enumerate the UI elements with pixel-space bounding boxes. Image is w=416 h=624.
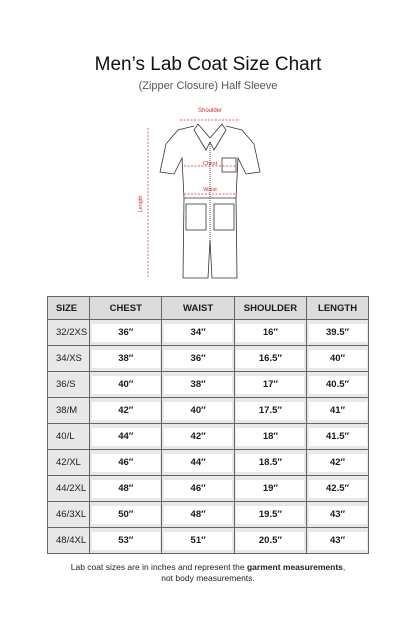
size-cell: 34/XS xyxy=(48,346,90,372)
shoulder-cell: 18″ xyxy=(236,428,304,446)
length-cell: 40″ xyxy=(309,350,367,368)
length-cell: 39.5″ xyxy=(309,324,367,342)
header-shoulder: SHOULDER xyxy=(234,297,306,320)
size-cell: 42/XL xyxy=(48,450,90,476)
chest-cell: 38″ xyxy=(92,350,160,368)
waist-label: Waist xyxy=(203,187,217,193)
chest-label: Chest xyxy=(202,161,218,167)
page-subtitle: (Zipper Closure) Half Sleeve xyxy=(138,80,278,92)
table-row xyxy=(48,320,369,346)
footnote-line-1: Lab coat sizes are in inches and represent the garment measurements, xyxy=(70,562,346,572)
header-waist: WAIST xyxy=(162,297,234,320)
size-cell: 44/2XL xyxy=(48,476,90,502)
length-cell: 42.5″ xyxy=(309,480,367,498)
shoulder-cell: 18.5″ xyxy=(236,454,304,472)
length-cell: 43″ xyxy=(309,506,367,524)
length-label: Length xyxy=(138,195,144,213)
header-size: SIZE xyxy=(48,297,90,320)
chest-cell: 46″ xyxy=(92,454,160,472)
chest-cell: 48″ xyxy=(92,480,160,498)
length-cell: 41.5″ xyxy=(309,428,367,446)
table-row xyxy=(48,424,369,450)
chest-cell: 36″ xyxy=(92,324,160,342)
footnote xyxy=(0,562,416,584)
waist-cell: 40″ xyxy=(164,402,232,420)
header-length: LENGTH xyxy=(307,297,369,320)
page-title: Men’s Lab Coat Size Chart xyxy=(94,54,322,75)
size-cell: 32/2XS xyxy=(48,320,90,346)
waist-cell: 36″ xyxy=(164,350,232,368)
size-cell: 46/3XL xyxy=(48,502,90,528)
shoulder-cell: 16.5″ xyxy=(236,350,304,368)
length-cell: 41″ xyxy=(309,402,367,420)
size-cell: 36/S xyxy=(48,372,90,398)
length-cell: 40.5″ xyxy=(309,376,367,394)
waist-cell: 34″ xyxy=(164,324,232,342)
shoulder-cell: 19.5″ xyxy=(236,506,304,524)
size-cell: 40/L xyxy=(48,424,90,450)
waist-cell: 46″ xyxy=(164,480,232,498)
shoulder-cell: 17″ xyxy=(236,376,304,394)
table-row xyxy=(48,528,369,554)
table-row xyxy=(48,476,369,502)
chest-cell: 53″ xyxy=(92,532,160,550)
table-row xyxy=(48,346,369,372)
header-chest: CHEST xyxy=(90,297,162,320)
length-cell: 43″ xyxy=(309,532,367,550)
chest-cell: 40″ xyxy=(92,376,160,394)
length-cell: 42″ xyxy=(309,454,367,472)
table-row xyxy=(48,372,369,398)
table-header-row xyxy=(48,297,369,320)
waist-cell: 42″ xyxy=(164,428,232,446)
size-cell: 48/4XL xyxy=(48,528,90,554)
coat-outline xyxy=(160,124,260,278)
shoulder-cell: 16″ xyxy=(236,324,304,342)
waist-cell: 51″ xyxy=(164,532,232,550)
waist-cell: 38″ xyxy=(164,376,232,394)
table-row xyxy=(48,450,369,476)
footnote-emphasis: garment measurements xyxy=(246,562,343,572)
table-row xyxy=(48,398,369,424)
chest-cell: 42″ xyxy=(92,402,160,420)
shoulder-label: Shoulder xyxy=(197,108,223,114)
footnote-line-2: not body measurements. xyxy=(161,573,255,583)
size-cell: 38/M xyxy=(48,398,90,424)
chest-cell: 44″ xyxy=(92,428,160,446)
lab-coat-diagram xyxy=(128,100,288,290)
shoulder-cell: 20.5″ xyxy=(236,532,304,550)
shoulder-cell: 19″ xyxy=(236,480,304,498)
shoulder-cell: 17.5″ xyxy=(236,402,304,420)
chest-cell: 50″ xyxy=(92,506,160,524)
size-chart-table xyxy=(47,296,369,554)
waist-cell: 44″ xyxy=(164,454,232,472)
waist-cell: 48″ xyxy=(164,506,232,524)
table-row xyxy=(48,502,369,528)
